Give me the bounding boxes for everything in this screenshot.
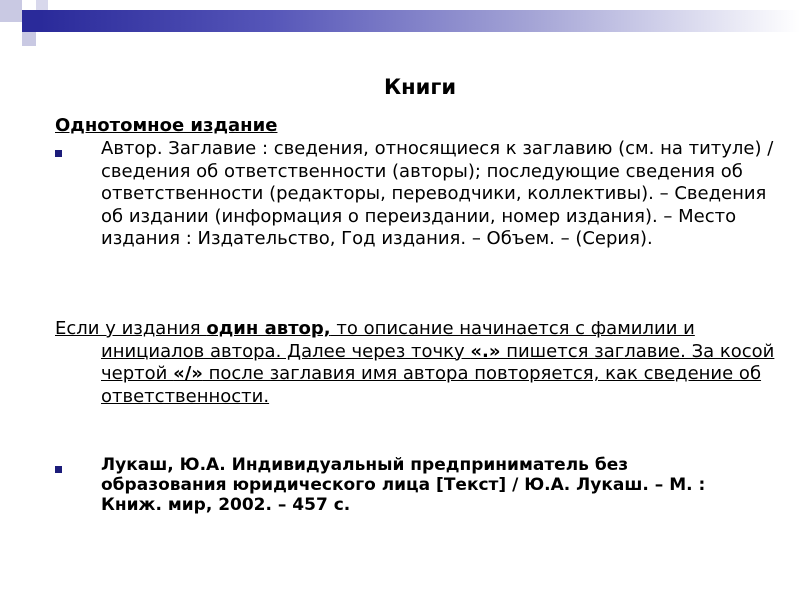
para-text: то описание начинается с фамилии и инициалов автора. Далее через точку [101,318,695,362]
bullet-item [55,138,775,251]
decor-square [22,32,36,46]
square-bullet-icon [55,466,62,473]
decor-square [36,0,48,10]
decor-square [10,22,22,32]
decor-square [0,0,22,22]
reference-text: Лукаш, Ю.А. Индивидуальный предприниматель без образования юридического лица [Текст] / Ю.А. Лукаш. – М. : Книж. мир, 2002. – 457 с. [101,455,706,515]
para-text: пишется заглавие. За косой чертой [101,340,775,384]
decor-square [22,10,40,32]
header-gradient-bar [40,10,800,32]
subheading: Однотомное издание [55,115,278,136]
para-text: после заглавия имя автора повторяется, как сведение об ответственности. [101,363,762,407]
explanation-paragraph [55,318,800,408]
para-bold: «.» [470,340,501,362]
para-bold: «/» [173,363,203,384]
square-bullet-icon [55,150,62,157]
reference-item [55,455,755,515]
para-text: Если у издания [55,318,207,339]
para-bold: один автор, [206,318,331,339]
bullet-text: Автор. Заглавие : сведения, относящиеся к заглавию (см. на титуле) / сведения об ответственности (авторы); последующие сведения об ответственности (редакторы, переводчики, коллективы). – Сведения об издании (информация о переиздании, номер издания). – Место издания : Издательство, Год издания. – Объем. – (Серия). [101,138,774,249]
slide-title: Книги [383,75,457,99]
